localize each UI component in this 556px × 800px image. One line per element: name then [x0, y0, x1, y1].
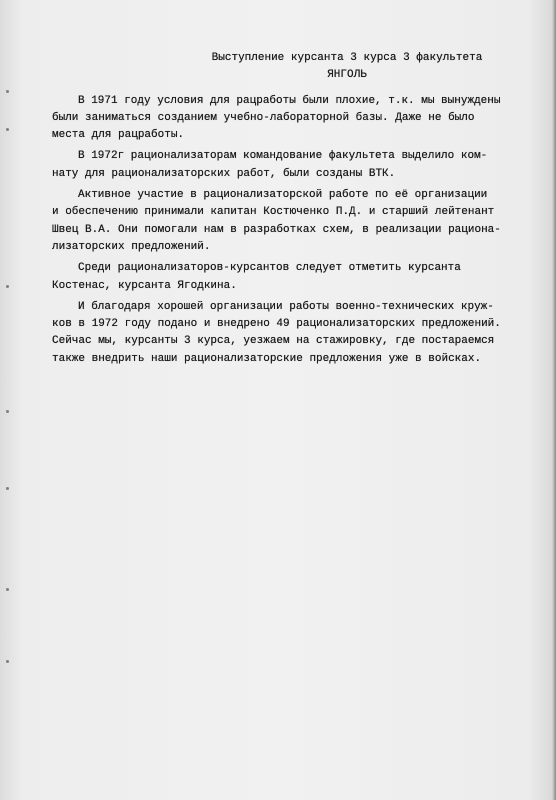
punch-hole-mark — [6, 90, 9, 93]
paragraph — [52, 93, 530, 145]
text-line: также внедрить наши рационализаторские предложения уже в войсках. — [52, 352, 482, 365]
punch-hole-mark — [6, 285, 9, 288]
text-line: Активное участие в рационализаторской работе по её организации — [78, 189, 488, 202]
paragraph — [52, 299, 530, 368]
text-line: места для рацработы. — [52, 129, 185, 142]
paragraph — [52, 148, 530, 183]
text-line: Швец В.А. Они помогали нам в разработках схем, в реализации рациона- — [52, 223, 501, 236]
paragraph — [52, 260, 530, 295]
punch-hole-mark — [6, 410, 9, 413]
paragraph — [52, 187, 530, 256]
text-line: Костенас, курсанта Ягодкина. — [52, 279, 237, 292]
document-author: ЯНГОЛЬ — [327, 69, 367, 82]
text-line: Среди рационализаторов-курсантов следует отметить курсанта — [78, 262, 461, 275]
text-line: были заниматься созданием учебно-лабораторной базы. Даже не было — [52, 111, 475, 124]
text-line: Сейчас мы, курсанты 3 курса, уезжаем на стажировку, где постараемся — [52, 335, 495, 348]
document-title: Выступление курсанта 3 курса 3 факультета — [211, 52, 483, 64]
text-line: нату для рационализаторских работ, были созданы ВТК. — [52, 167, 396, 180]
text-line: и обеспечению принимали капитан Костюченко П.Д. и старший лейтенант — [52, 206, 495, 219]
punch-hole-mark — [6, 487, 9, 490]
text-line: В 1972г рационализаторам командование факультета выделило ком- — [78, 150, 488, 163]
typed-text-block — [52, 50, 530, 368]
punch-hole-mark — [6, 660, 9, 663]
text-line: лизаторских предложений. — [52, 240, 211, 253]
text-line: В 1971 году условия для рацработы были плохие, т.к. мы вынуждены — [78, 94, 501, 107]
text-line: И благодаря хорошей организации работы военно-технических круж- — [78, 300, 494, 313]
punch-hole-mark — [6, 128, 9, 131]
text-line: ков в 1972 году подано и внедрено 49 рационализаторских предложений. — [52, 318, 501, 331]
punch-hole-mark — [6, 588, 9, 591]
